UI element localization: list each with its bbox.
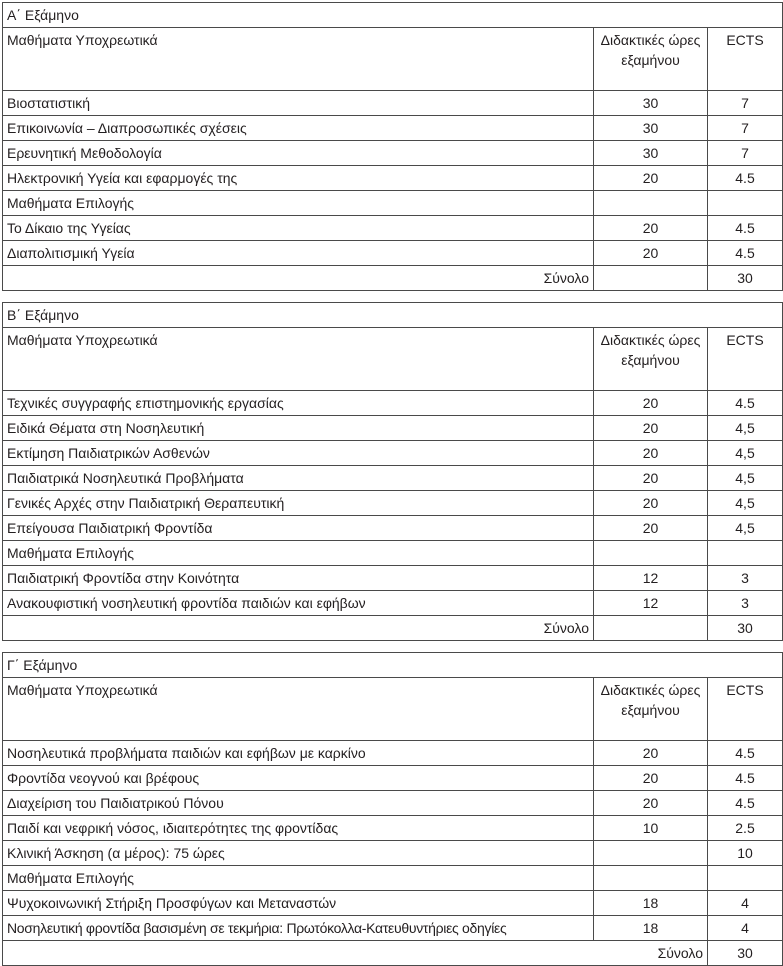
empty-cell — [594, 616, 708, 641]
hours-column-header: Διδακτικές ώρες εξαμήνου — [594, 328, 708, 391]
total-ects: 30 — [708, 266, 783, 291]
course-name: Ψυχοκοινωνική Στήριξη Προσφύγων και Μεταναστών — [3, 891, 594, 916]
course-ects: 4 — [708, 891, 783, 916]
total-label: Σύνολο — [3, 266, 594, 291]
course-row — [3, 591, 783, 616]
course-row — [3, 566, 783, 591]
course-ects: 3 — [708, 566, 783, 591]
course-name: Διαχείριση του Παιδιατρικού Πόνου — [3, 791, 594, 816]
course-ects: 4.5 — [708, 216, 783, 241]
ects-column-header: ECTS — [708, 28, 783, 91]
elective-courses-header: Μαθήματα Επιλογής — [3, 866, 594, 891]
course-hours: 20 — [594, 391, 708, 416]
course-hours: 20 — [594, 166, 708, 191]
total-label: Σύνολο — [3, 941, 708, 966]
course-name: Ηλεκτρονική Υγεία και εφαρμογές της — [3, 166, 594, 191]
course-ects: 7 — [708, 91, 783, 116]
course-ects: 10 — [708, 841, 783, 866]
course-hours: 20 — [594, 491, 708, 516]
course-ects: 4.5 — [708, 791, 783, 816]
course-row — [3, 791, 783, 816]
course-row — [3, 816, 783, 841]
course-hours: 18 — [594, 891, 708, 916]
empty-cell — [594, 266, 708, 291]
course-name: Διαπολιτισμική Υγεία — [3, 241, 594, 266]
ects-column-header: ECTS — [708, 678, 783, 741]
elective-section-row — [3, 191, 783, 216]
total-ects: 30 — [708, 616, 783, 641]
semester-title: Γ΄ Εξάμηνο — [3, 653, 783, 678]
elective-courses-header: Μαθήματα Επιλογής — [3, 191, 594, 216]
semester-c-table — [2, 652, 782, 966]
elective-courses-header: Μαθήματα Επιλογής — [3, 541, 594, 566]
required-courses-header: Μαθήματα Υποχρεωτικά — [3, 28, 594, 91]
empty-cell — [594, 541, 708, 566]
course-name: Εκτίμηση Παιδιατρικών Ασθενών — [3, 441, 594, 466]
course-row — [3, 141, 783, 166]
course-hours: 20 — [594, 216, 708, 241]
course-row — [3, 891, 783, 916]
course-ects: 4.5 — [708, 766, 783, 791]
course-name: Κλινική Άσκηση (α μέρος): 75 ώρες — [3, 841, 594, 866]
course-name: Επικοινωνία – Διαπροσωπικές σχέσεις — [3, 116, 594, 141]
course-ects: 4,5 — [708, 491, 783, 516]
course-row — [3, 441, 783, 466]
course-ects: 3 — [708, 591, 783, 616]
course-hours: 20 — [594, 441, 708, 466]
course-hours: 20 — [594, 766, 708, 791]
semester-a-table — [2, 2, 782, 291]
total-row — [3, 941, 783, 966]
semester-title: Β΄ Εξάμηνο — [3, 303, 783, 328]
semester-b-table — [2, 302, 782, 641]
total-row — [3, 266, 783, 291]
course-ects: 4.5 — [708, 741, 783, 766]
course-hours: 20 — [594, 791, 708, 816]
hours-column-header: Διδακτικές ώρες εξαμήνου — [594, 678, 708, 741]
course-hours: 20 — [594, 516, 708, 541]
hours-column-header: Διδακτικές ώρες εξαμήνου — [594, 28, 708, 91]
course-ects: 4,5 — [708, 516, 783, 541]
course-hours: 30 — [594, 91, 708, 116]
course-name: Ερευνητική Μεθοδολογία — [3, 141, 594, 166]
total-label: Σύνολο — [3, 616, 594, 641]
course-hours: 30 — [594, 116, 708, 141]
course-row — [3, 466, 783, 491]
course-hours: 20 — [594, 741, 708, 766]
course-ects: 4,5 — [708, 416, 783, 441]
course-name: Φροντίδα νεογνού και βρέφους — [3, 766, 594, 791]
course-row — [3, 741, 783, 766]
ects-column-header: ECTS — [708, 328, 783, 391]
course-hours: 18 — [594, 916, 708, 941]
course-row — [3, 516, 783, 541]
empty-cell — [708, 191, 783, 216]
course-ects: 4.5 — [708, 391, 783, 416]
course-name: Το Δίκαιο της Υγείας — [3, 216, 594, 241]
course-row — [3, 216, 783, 241]
course-row — [3, 116, 783, 141]
course-hours: 10 — [594, 816, 708, 841]
course-ects: 2.5 — [708, 816, 783, 841]
elective-section-row — [3, 541, 783, 566]
elective-section-row — [3, 866, 783, 891]
course-name: Παιδιατρική Φροντίδα στην Κοινότητα — [3, 566, 594, 591]
course-name: Παιδί και νεφρική νόσος, ιδιαιτερότητες της φροντίδας — [3, 816, 594, 841]
course-hours: 30 — [594, 141, 708, 166]
required-courses-header: Μαθήματα Υποχρεωτικά — [3, 328, 594, 391]
empty-cell — [708, 866, 783, 891]
course-ects: 4 — [708, 916, 783, 941]
course-row — [3, 916, 783, 941]
required-courses-header: Μαθήματα Υποχρεωτικά — [3, 678, 594, 741]
course-name: Επείγουσα Παιδιατρική Φροντίδα — [3, 516, 594, 541]
course-ects: 7 — [708, 116, 783, 141]
course-row — [3, 416, 783, 441]
course-name: Ειδικά Θέματα στη Νοσηλευτική — [3, 416, 594, 441]
course-name: Γενικές Αρχές στην Παιδιατρική Θεραπευτική — [3, 491, 594, 516]
empty-cell — [708, 541, 783, 566]
course-ects: 7 — [708, 141, 783, 166]
course-name: Παιδιατρικά Νοσηλευτικά Προβλήματα — [3, 466, 594, 491]
course-ects: 4.5 — [708, 166, 783, 191]
course-hours: 20 — [594, 416, 708, 441]
course-row — [3, 91, 783, 116]
course-row — [3, 166, 783, 191]
course-hours: 20 — [594, 466, 708, 491]
course-hours: 20 — [594, 241, 708, 266]
total-row — [3, 616, 783, 641]
course-name: Ανακουφιστική νοσηλευτική φροντίδα παιδιών και εφήβων — [3, 591, 594, 616]
course-row — [3, 491, 783, 516]
course-row — [3, 391, 783, 416]
course-name: Βιοστατιστική — [3, 91, 594, 116]
course-name: Τεχνικές συγγραφής επιστημονικής εργασίας — [3, 391, 594, 416]
course-row — [3, 766, 783, 791]
course-row — [3, 241, 783, 266]
course-name: Νοσηλευτικά προβλήματα παιδιών και εφήβων με καρκίνο — [3, 741, 594, 766]
course-ects: 4.5 — [708, 241, 783, 266]
course-name: Νοσηλευτική φροντίδα βασισμένη σε τεκμήρια: Πρωτόκολλα-Κατευθυντήριες οδηγίες — [3, 916, 594, 941]
course-ects: 4,5 — [708, 441, 783, 466]
semester-title: Α΄ Εξάμηνο — [3, 3, 783, 28]
empty-cell — [594, 866, 708, 891]
course-hours — [594, 841, 708, 866]
course-ects: 4,5 — [708, 466, 783, 491]
total-ects: 30 — [708, 941, 783, 966]
course-row — [3, 841, 783, 866]
course-hours: 12 — [594, 566, 708, 591]
empty-cell — [594, 191, 708, 216]
course-hours: 12 — [594, 591, 708, 616]
